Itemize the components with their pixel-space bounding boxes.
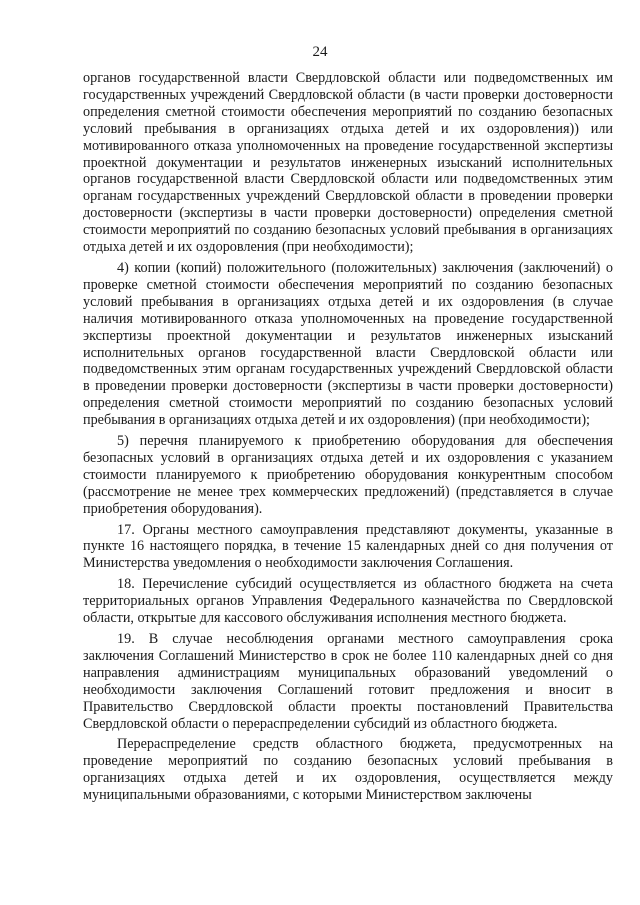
page-number: 24 [312,44,328,60]
paragraph-clause-19: 19. В случае несоблюдения органами местного самоуправления срока заключения Соглашений Министерство в срок не более 110 календарных дней со дня направления администрациям муниципальных образований уведомлений о необходимости заключения Соглашений готовит предложения и вносит в Правительство Свердловской области проекты постановлений Правительства Свердловской области о перераспределении субсидий из областного бюджета. [83,631,613,732]
paragraph-clause-17: 17. Органы местного самоуправления представляют документы, указанные в пункте 16 настоящего порядка, в течение 15 календарных дней со дня получения от Министерства уведомления о необходимости заключения Соглашения. [83,521,613,572]
paragraph-redistribution: Перераспределение средств областного бюджета, предусмотренных на проведение мероприятий по созданию безопасных условий пребывания в организациях отдыха детей и их оздоровления, осуществляется между муниципальными образованиями, с которыми Министерством заключены [83,736,613,804]
paragraph-continuation: органов государственной власти Свердловской области или подведомственных им государственных учреждений Свердловской области (в части проверки достоверности определения сметной стоимости обеспечения мероприятий по созданию безопасных условий пребывания в организациях отдыха детей и их оздоровления)) или мотивированного отказа уполномоченных на проведение государственной экспертизы проектной документации и результатов инженерных изысканий исполнительных органов государственной власти Свердловской области или подведомственных этим органам государственных учреждений Свердловской области в проведении проверки достоверности (экспертизы в части проверки достоверности) определения сметной стоимости мероприятий по созданию безопасных условий пребывания в организациях отдыха детей и их оздоровления (при необходимости); [83,70,613,256]
paragraph-clause-18: 18. Перечисление субсидий осуществляется из областного бюджета на счета территориальных органов Управления Федерального казначейства по Свердловской области, открытые для кассового обслуживания исполнения местного бюджета. [83,576,613,627]
document-body [83,70,613,808]
paragraph-item-5: 5) перечня планируемого к приобретению оборудования для обеспечения безопасных условий в организациях отдыха детей и их оздоровления с указанием стоимости планируемого к приобретению оборудования конкурентным способом (рассмотрение не менее трех коммерческих предложений) (представляется в случае приобретения оборудования). [83,433,613,517]
paragraph-item-4: 4) копии (копий) положительного (положительных) заключения (заключений) о проверке сметной стоимости обеспечения мероприятий по созданию безопасных условий пребывания в организациях отдыха детей и их оздоровления (в случае наличия мотивированного отказа уполномоченных на проведение государственной экспертизы проектной документации и результатов инженерных изысканий исполнительных органов государственной власти Свердловской области или подведомственных этим органам государственных учреждений Свердловской области в проведении проверки достоверности (экспертизы в части проверки достоверности) определения сметной стоимости мероприятий по созданию безопасных условий пребывания в организациях отдыха детей и их оздоровления) (при необходимости); [83,259,613,429]
